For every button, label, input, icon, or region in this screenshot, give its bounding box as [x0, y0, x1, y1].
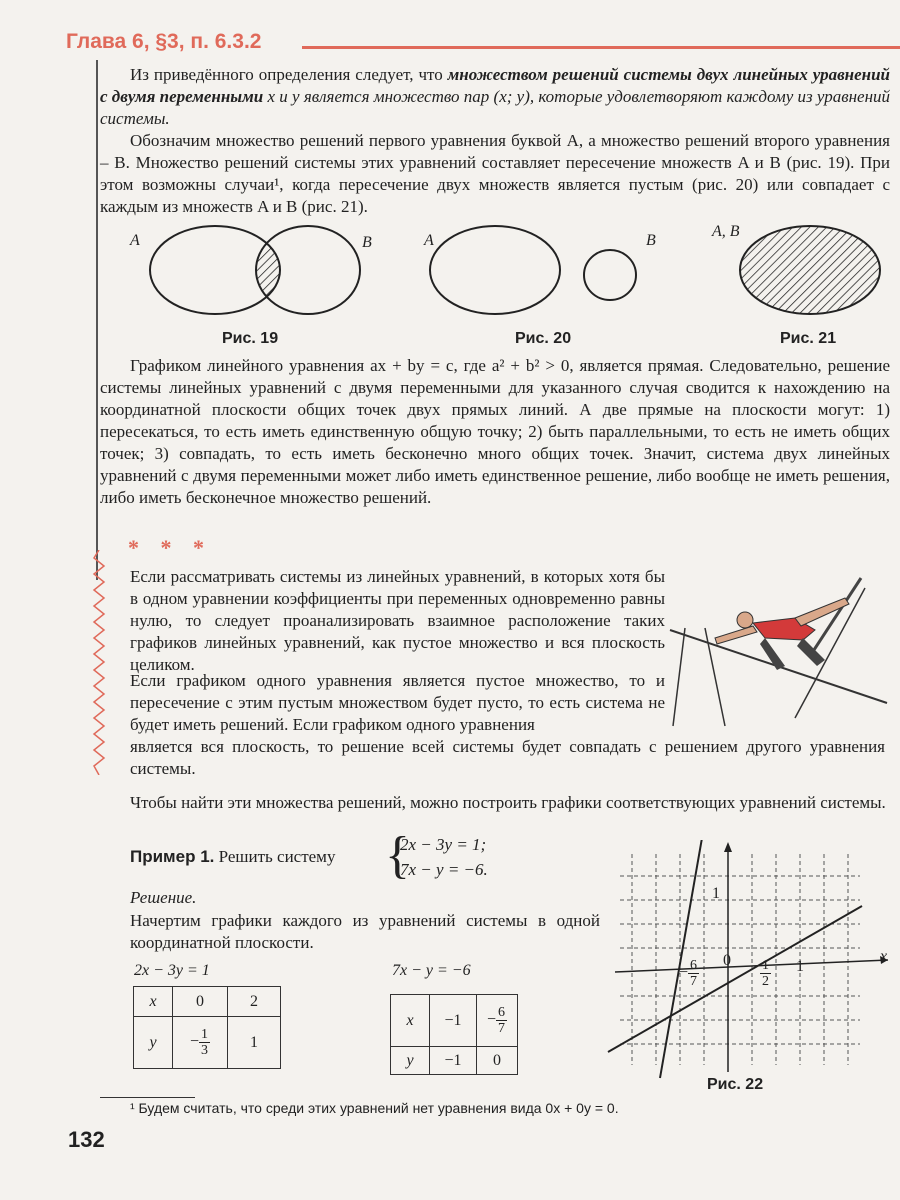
- solution-label: Решение.: [130, 888, 197, 907]
- graph-frac-neg: [679, 958, 699, 989]
- table2-cell: 0: [477, 1047, 518, 1075]
- footnote: ¹ Будем считать, что среди этих уравнений нет уравнения вида 0x + 0y = 0.: [130, 1100, 619, 1116]
- numerator: 6: [498, 1005, 506, 1020]
- example-text: Решить систему: [218, 847, 336, 866]
- fig21-caption: Рис. 21: [780, 330, 837, 347]
- page-number: 132: [68, 1127, 105, 1152]
- denominator: 2: [762, 974, 769, 989]
- footnote-rule: [100, 1097, 195, 1098]
- example-instruction: Начертим графики каждого из уравнений системы в одной координатной плоскости.: [130, 911, 600, 952]
- table1-title: 2x − 3y = 1: [134, 962, 210, 979]
- figure-19-diagram: [150, 226, 360, 314]
- fig20-caption: Рис. 20: [515, 330, 572, 347]
- side-note-zigzag: [92, 550, 106, 775]
- table2-cell: −1: [430, 1047, 477, 1075]
- fig19-label-a: A: [130, 232, 140, 249]
- table2-cell: −1: [430, 995, 477, 1047]
- example-heading: [130, 846, 390, 868]
- table2-cell: x: [391, 995, 430, 1047]
- paragraph-graphs: Чтобы найти эти множества решений, можно построить графики соответствующих уравнений системы.: [130, 793, 886, 812]
- system-eq1: 2x − 3y = 1;: [400, 835, 487, 854]
- header-rule: [302, 46, 900, 49]
- tightrope-illustration: [665, 568, 890, 728]
- denominator: 7: [690, 974, 698, 989]
- axis-x-label: x: [880, 948, 888, 965]
- fig20-label-b: B: [646, 232, 656, 249]
- minus-sign: −: [189, 1033, 200, 1051]
- table1-cell: 0: [173, 987, 228, 1017]
- side-note-1: Если рассматривать системы из линейных уравнений, в которых хотя бы в одном уравнении коэффициенты при переменных одновременно равны нулю, то следует проанализировать взаимное расположение таких графиков линейных уравнений, как пустое множество и вся плоскость целиком.: [130, 567, 665, 674]
- denominator: 3: [201, 1043, 209, 1058]
- figure-20-diagram: [430, 226, 636, 314]
- para1-lead: Из приведённого определения следует, что: [130, 65, 448, 84]
- numerator: 1: [762, 958, 769, 973]
- numerator: 6: [690, 958, 698, 973]
- origin-label: 0: [723, 952, 731, 969]
- system-brace: {: [385, 827, 410, 884]
- fig20-label-a: A: [424, 232, 434, 249]
- section-stars: * * *: [128, 535, 212, 560]
- example-title: Пример 1.: [130, 847, 215, 866]
- graph-frac-half: [760, 958, 771, 989]
- coordinate-graph: [600, 840, 895, 1080]
- table1: [133, 986, 281, 1069]
- paragraph-sets: Обозначим множество решений первого уравнения буквой A, а множество решений второго уравнения – B. Множество решений системы этих уравнений составляет пересечение множеств A и B (рис. 19). При этом возможны случаи¹, когда пересечение двух множеств является пустым (рис. 20) или совпадает с каждым из множеств A и B (рис. 21).: [100, 131, 890, 216]
- fig19-caption: Рис. 19: [222, 330, 279, 347]
- side-note-2b: является вся плоскость, то решение всей системы будет совпадать с решением другого уравнения системы.: [130, 737, 885, 778]
- table2-title: 7x − y = −6: [392, 962, 471, 979]
- para1-emphasis: множеством решений системы двух линейных уравнений с двумя переменными: [100, 65, 890, 106]
- para1-tail: x и y является множество пар (x; y), которые удовлетворяют каждому из уравнений системы.: [100, 87, 891, 128]
- fraction: [199, 1027, 210, 1058]
- fig19-label-b: B: [362, 234, 372, 251]
- left-margin-rule: [96, 60, 98, 580]
- fraction: [688, 958, 699, 989]
- table2: [390, 994, 518, 1075]
- system-eq2: 7x − y = −6.: [400, 860, 488, 879]
- tick-one-y: 1: [712, 885, 720, 902]
- table2-cell-fraction: [477, 995, 518, 1047]
- minus-sign: −: [679, 964, 689, 982]
- fraction: [760, 958, 771, 989]
- paragraph-definition: [100, 64, 890, 130]
- page-header: [66, 26, 900, 60]
- paragraph-lines: Графиком линейного уравнения ax + by = c, где a² + b² > 0, является прямая. Следовательно, решение системы линейных уравнений с двумя переменными для указанного случая сводится к нахождению на координатной плоскости общих точек двух прямых линий. А две прямые на плоскости могут: 1) пересекаться, то есть иметь единственную общую точку; 2) быть параллельными, то есть не иметь общих точек; 3) совпадать, то есть иметь бесконечно много общих точек. Значит, система двух линейных уравнений с двумя переменными может либо иметь единственное решение, либо вообще не иметь решения, либо иметь бесконечное множество решений.: [100, 356, 890, 507]
- table2-cell: y: [391, 1047, 430, 1075]
- denominator: 7: [498, 1021, 506, 1036]
- chapter-title: Глава 6, §3, п. 6.3.2: [66, 30, 262, 53]
- table1-cell: 2: [228, 987, 281, 1017]
- fig21-label-ab: A, B: [712, 223, 740, 240]
- venn-figures: [100, 215, 890, 330]
- table1-cell: y: [134, 1017, 173, 1069]
- tick-one-x: 1: [796, 958, 804, 975]
- numerator: 1: [201, 1027, 209, 1042]
- minus-sign: −: [486, 1011, 497, 1029]
- figure-21-diagram: [740, 226, 880, 314]
- side-note-2a: Если графиком одного уравнения является пустое множество, то и пересечение с этим пустым множеством будет пусто, то есть система не будет иметь решений. Если графиком одного уравнения: [130, 671, 665, 734]
- table1-cell-fraction: [173, 1017, 228, 1069]
- fraction: [496, 1005, 507, 1036]
- table1-cell: x: [134, 987, 173, 1017]
- fig22-caption: Рис. 22: [707, 1076, 764, 1093]
- table1-cell: 1: [228, 1017, 281, 1069]
